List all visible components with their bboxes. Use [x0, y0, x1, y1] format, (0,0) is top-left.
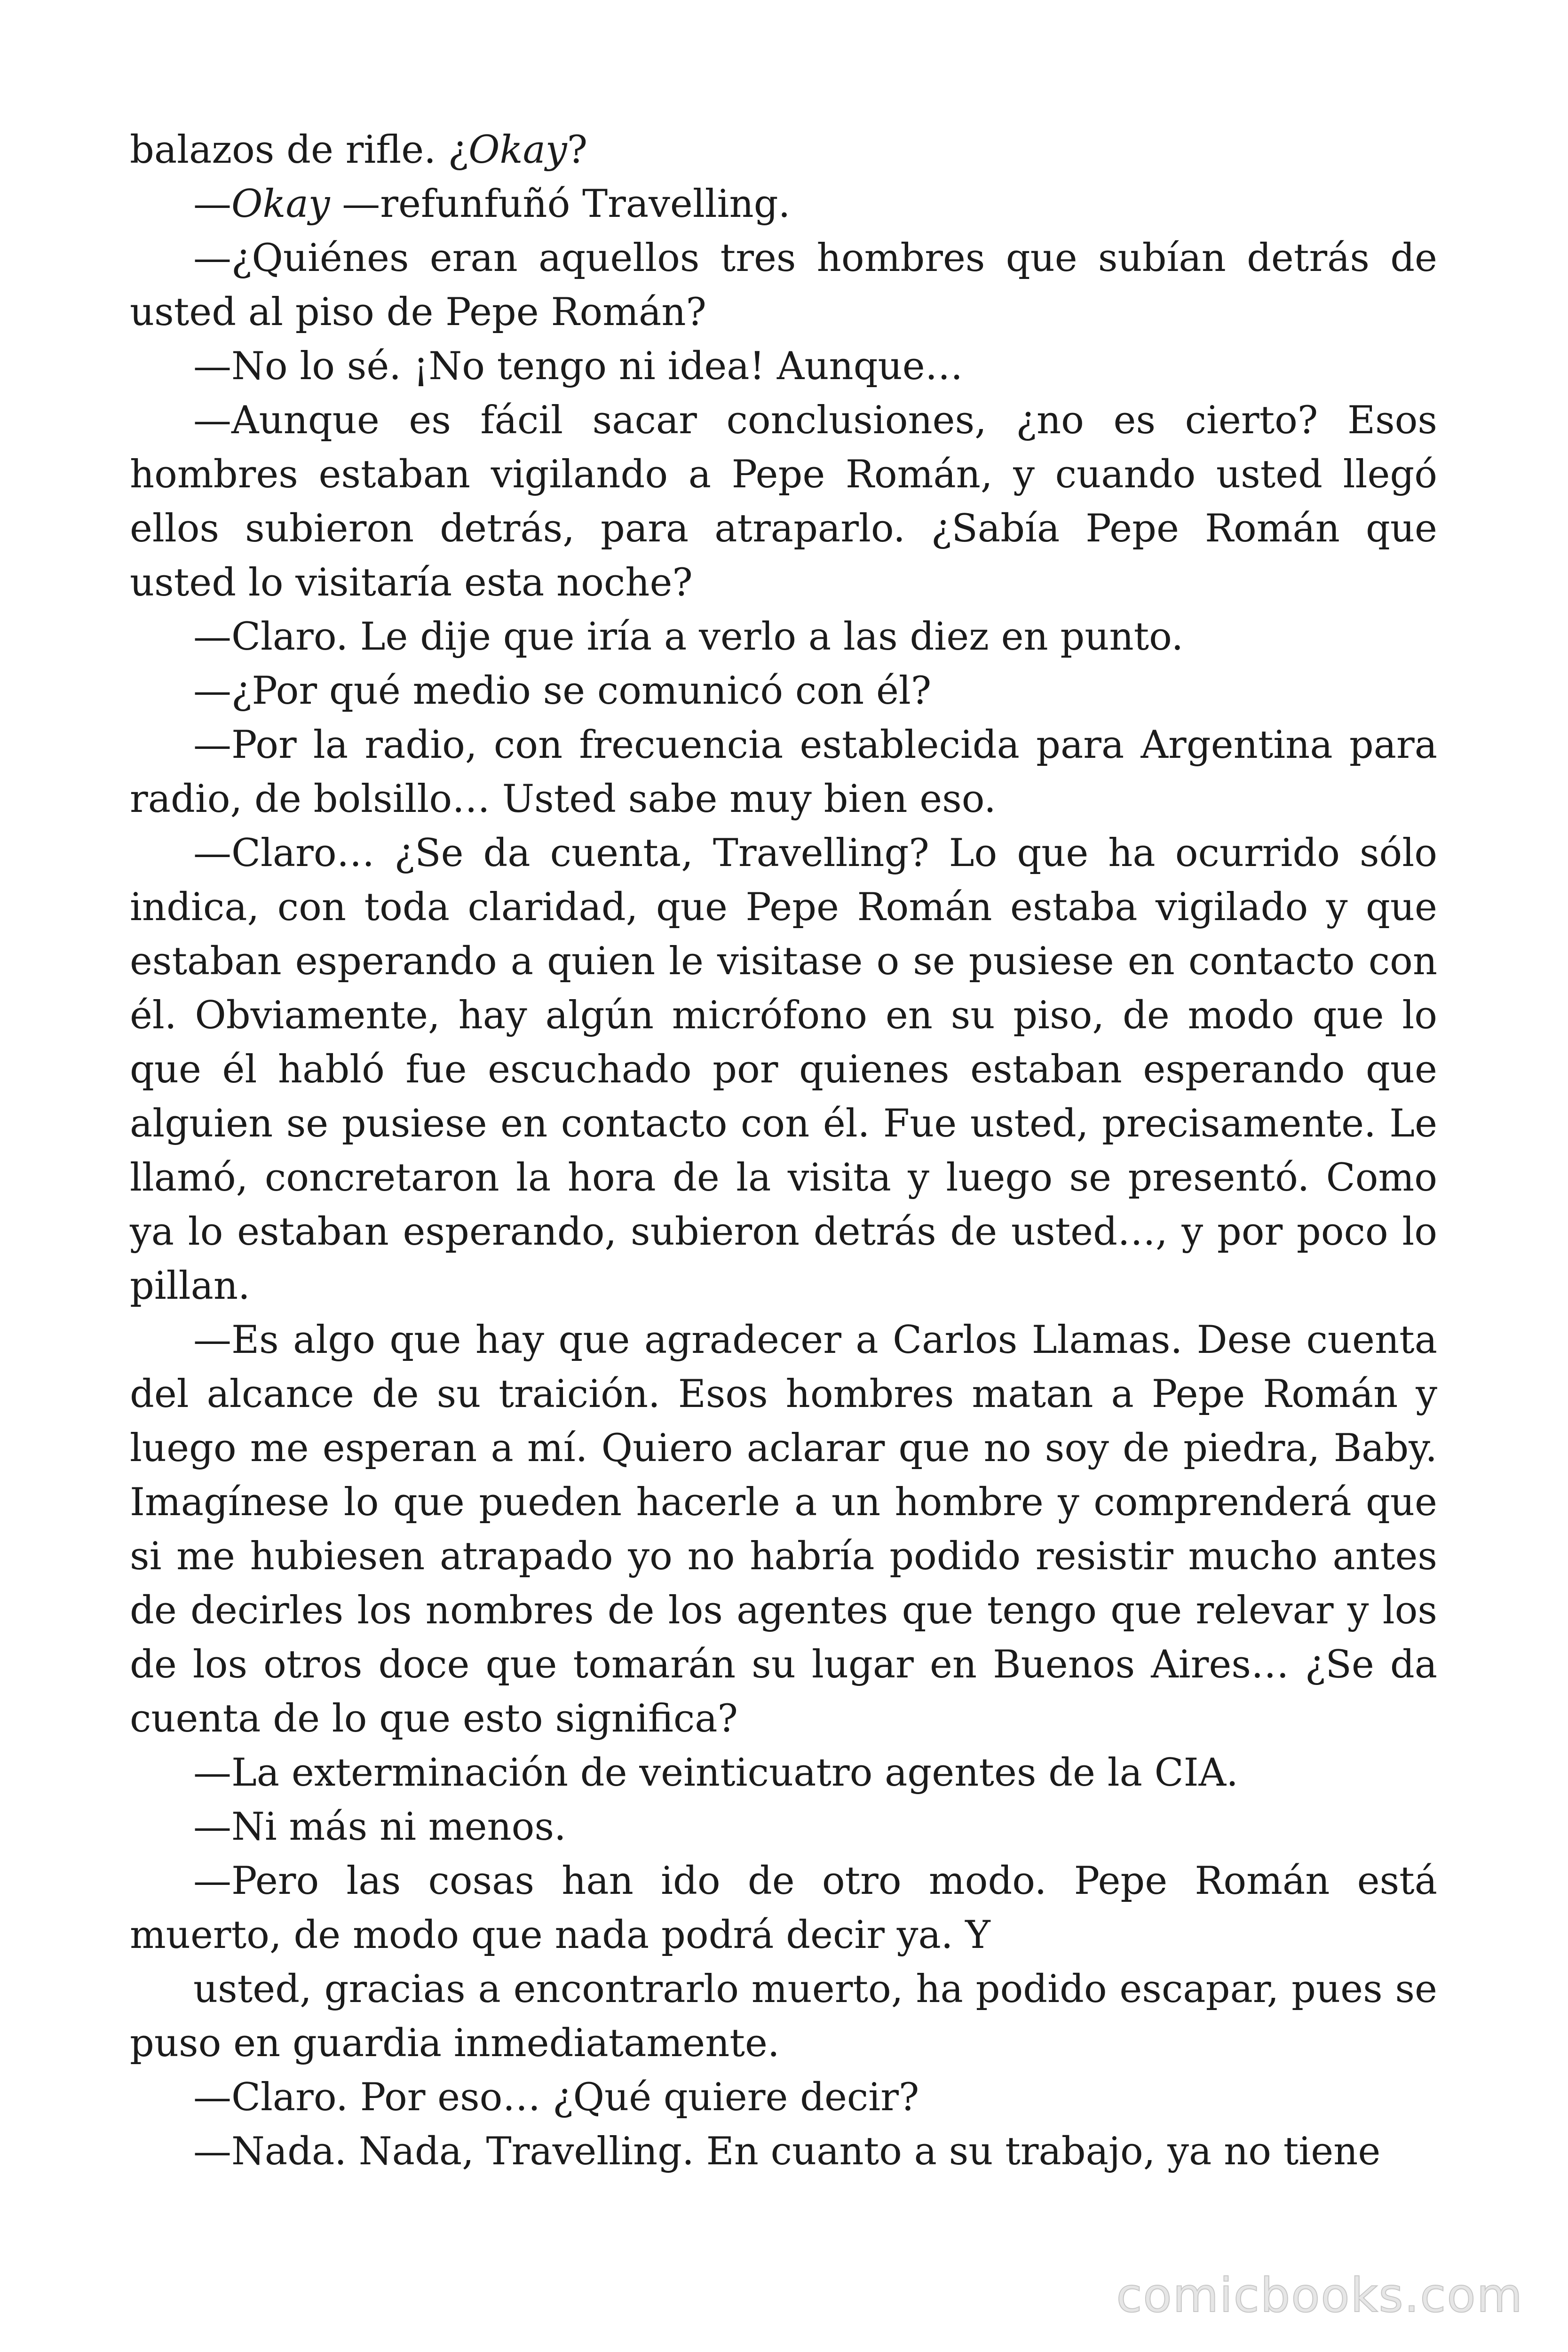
paragraph: —No lo sé. ¡No tengo ni idea! Aunque…: [193, 344, 963, 389]
paragraph: —Ni más ni menos.: [193, 1805, 566, 1849]
paragraph: —Claro. Por eso… ¿Qué quiere decir?: [193, 2075, 919, 2120]
paragraph-text-0b: Okay: [468, 128, 567, 172]
paragraph: —Aunque es fácil sacar conclusiones, ¿no es cierto? Esos hombres estaban vigilando a Pepe Román, y cuando usted llegó ellos subieron detrás, para atraparlo. ¿Sabía Pepe Román que usted lo visitaría esta noche?: [130, 398, 1437, 605]
paragraph: [130, 123, 1437, 177]
paragraph-text-0c: ?: [567, 128, 588, 172]
paragraph: —Claro… ¿Se da cuenta, Travelling? Lo que ha ocurrido sólo indica, con toda claridad, que Pepe Román estaba vigilado y que estaban esperando a quien le visitase o se pusiese en contacto con él. Obviamente, hay algún micrófono en su piso, de modo que lo que él habló fue escuchado por quienes estaban esperando que alguien se pusiese en contacto con él. Fue usted, precisamente. Le llamó, concretaron la hora de la visita y luego se presentó. Como ya lo estaban esperando, subieron detrás de usted…, y por poco lo pillan.: [130, 831, 1437, 1308]
paragraph: usted, gracias a encontrarlo muerto, ha podido escapar, pues se puso en guardia inmediatamente.: [130, 1967, 1437, 2066]
paragraph: —Por la radio, con frecuencia establecida para Argentina para radio, de bolsillo… Usted sabe muy bien eso.: [130, 723, 1437, 821]
paragraph-text-1a: —: [193, 182, 231, 226]
watermark: comicbooks.com: [1116, 2268, 1523, 2323]
paragraph: —¿Por qué medio se comunicó con él?: [193, 669, 932, 713]
paragraph: [130, 177, 1437, 231]
paragraph: —Pero las cosas han ido de otro modo. Pepe Román está muerto, de modo que nada podrá decir ya. Y: [130, 1859, 1437, 1957]
paragraph: —¿Quiénes eran aquellos tres hombres que subían detrás de usted al piso de Pepe Román?: [130, 236, 1437, 334]
paragraph-text-0a: balazos de rifle. ¿: [130, 128, 469, 172]
paragraph: —Nada. Nada, Travelling. En cuanto a su trabajo, ya no tiene: [193, 2130, 1381, 2174]
paragraph: —Es algo que hay que agradecer a Carlos Llamas. Dese cuenta del alcance de su traición. Esos hombres matan a Pepe Román y luego me esperan a mí. Quiero aclarar que no soy de piedra, Baby. Imagínese lo que pueden hacerle a un hombre y comprenderá que si me hubiesen atrapado yo no habría podido resistir mucho antes de decirles los nombres de los agentes que tengo que relevar y los de los otros doce que tomarán su lugar en Buenos Aires… ¿Se da cuenta de lo que esto significa?: [130, 1318, 1437, 1741]
paragraph-text-1b: Okay: [231, 182, 330, 226]
paragraph-text-1c: —refunfuñó Travelling.: [330, 182, 791, 226]
paragraph: —La exterminación de veinticuatro agentes de la CIA.: [193, 1751, 1238, 1795]
paragraph: —Claro. Le dije que iría a verlo a las diez en punto.: [193, 615, 1184, 659]
book-page-text: [130, 123, 1437, 2179]
